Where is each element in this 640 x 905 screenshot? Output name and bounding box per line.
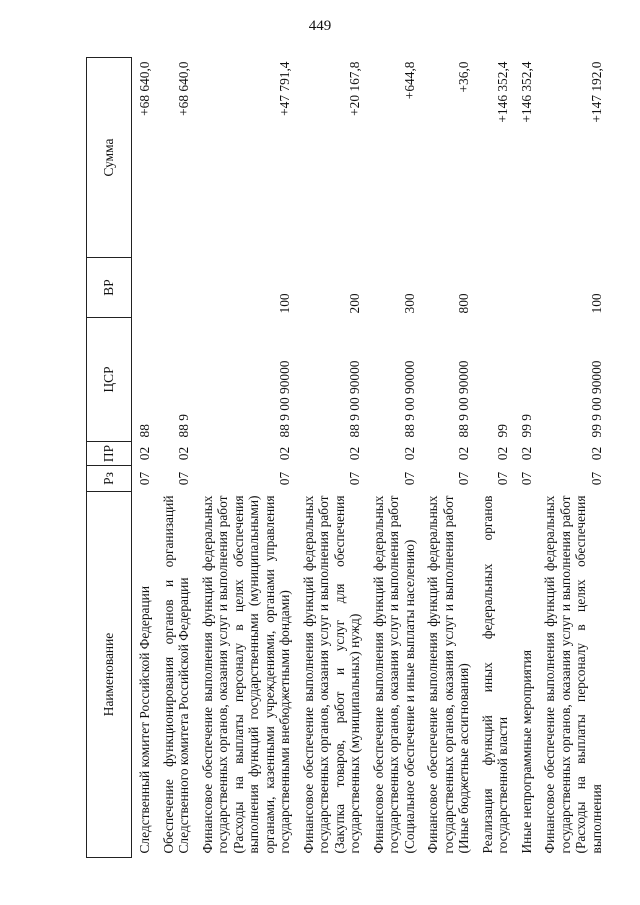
row-name: Обеспечение функционирования органов и организаций Следственного комитета Российской Федерации (160, 495, 191, 854)
row-rz: 07 (401, 471, 417, 486)
row-sum: +644,8 (401, 61, 417, 100)
row-csr: 99 9 00 90000 (588, 360, 604, 438)
row-rz: 07 (588, 471, 604, 486)
row-vr (475, 258, 514, 318)
row-sum: +68 640,0 (176, 61, 191, 116)
row-name: Иные непрограммные мероприятия (518, 650, 534, 854)
row-sum: +47 791,4 (277, 61, 292, 116)
table-row (195, 58, 296, 858)
row-rz: 07 (176, 471, 191, 486)
row-pr: 02 (137, 446, 152, 461)
row-csr: 88 9 00 90000 (277, 360, 292, 438)
row-csr: 88 9 00 90000 (456, 360, 471, 438)
row-sum: +147 192,0 (588, 61, 604, 123)
row-csr: 88 (137, 424, 152, 438)
row-rz: 07 (277, 471, 292, 486)
row-csr: 99 9 (518, 414, 534, 438)
row-pr: 02 (518, 446, 534, 461)
table-row (475, 58, 514, 858)
row-sum: +36,0 (456, 61, 471, 93)
row-rz: 07 (347, 471, 362, 486)
row-rz: 07 (456, 471, 471, 486)
header-pr: ПР (87, 442, 132, 466)
page-number: 449 (308, 18, 332, 34)
row-sum: +146 352,4 (518, 61, 534, 123)
row-pr: 02 (401, 446, 417, 461)
row-vr: 300 (401, 293, 417, 314)
row-pr: 02 (456, 446, 471, 461)
row-csr: 88 9 00 90000 (401, 360, 417, 438)
header-vr: ВР (87, 258, 132, 318)
row-vr (156, 258, 195, 318)
row-name: Финансовое обеспечение выполнения функций федеральных государственных органов, оказания услуг и выполнения работ (Социальное обеспечение и иные выплаты населению) (370, 495, 417, 854)
header-rz: Рз (87, 466, 132, 492)
rotated-table-sheet (86, 58, 604, 858)
row-sum: +68 640,0 (137, 61, 152, 116)
row-vr: 800 (456, 293, 471, 314)
row-rz: 07 (137, 471, 152, 486)
row-vr (514, 258, 538, 318)
row-pr: 02 (495, 446, 510, 461)
row-name: Финансовое обеспечение выполнения функций федеральных государственных органов, оказания услуг и выполнения работ (Закупка товаров, работ и услуг для обеспечения государственных (муниципальных) нужд) (300, 495, 362, 854)
table-row (156, 58, 195, 858)
table-row (420, 58, 475, 858)
table-row (296, 58, 366, 858)
row-pr: 02 (347, 446, 362, 461)
row-name: Реализация функций иных федеральных органов государственной власти (479, 495, 510, 854)
table-header-row (87, 58, 132, 858)
row-pr: 02 (277, 446, 292, 461)
header-name: Наименование (87, 492, 132, 858)
row-sum: +146 352,4 (495, 61, 510, 123)
row-name: Финансовое обеспечение выполнения функций федеральных государственных органов, оказания услуг и выполнения работ (Иные бюджетные ассигнования) (425, 495, 471, 854)
row-vr: 200 (347, 293, 362, 314)
row-vr: 100 (588, 293, 604, 314)
row-name: Финансовое обеспечение выполнения функций федеральных государственных органов, оказания услуг и выполнения работ (Расходы на выплаты персоналу в целях обеспечения выполнения (542, 495, 604, 854)
table-row (514, 58, 538, 858)
row-pr: 02 (588, 446, 604, 461)
row-csr: 99 (495, 424, 510, 438)
row-vr (132, 258, 156, 318)
row-rz: 07 (495, 471, 510, 486)
row-csr: 88 9 00 90000 (347, 360, 362, 438)
budget-table (86, 57, 607, 858)
row-vr: 100 (277, 293, 292, 314)
row-name: Следственный комитет Российской Федерации (137, 586, 152, 854)
row-sum: +20 167,8 (347, 61, 362, 116)
row-csr: 88 9 (176, 414, 191, 438)
table-row (366, 58, 421, 858)
table-row (132, 58, 156, 858)
header-csr: ЦСР (87, 318, 132, 442)
table-row (537, 58, 607, 858)
row-rz: 07 (518, 471, 534, 486)
header-sum: Сумма (87, 58, 132, 258)
row-name: Финансовое обеспечение выполнения функций федеральных государственных органов, оказания услуг и выполнения работ (Расходы на выплаты персоналу в целях обеспечения выполнения функций государственными (муниципальными) органами, казенными учреждениями, органами управления государственными внебюджетными фондами) (199, 495, 292, 854)
row-pr: 02 (176, 446, 191, 461)
